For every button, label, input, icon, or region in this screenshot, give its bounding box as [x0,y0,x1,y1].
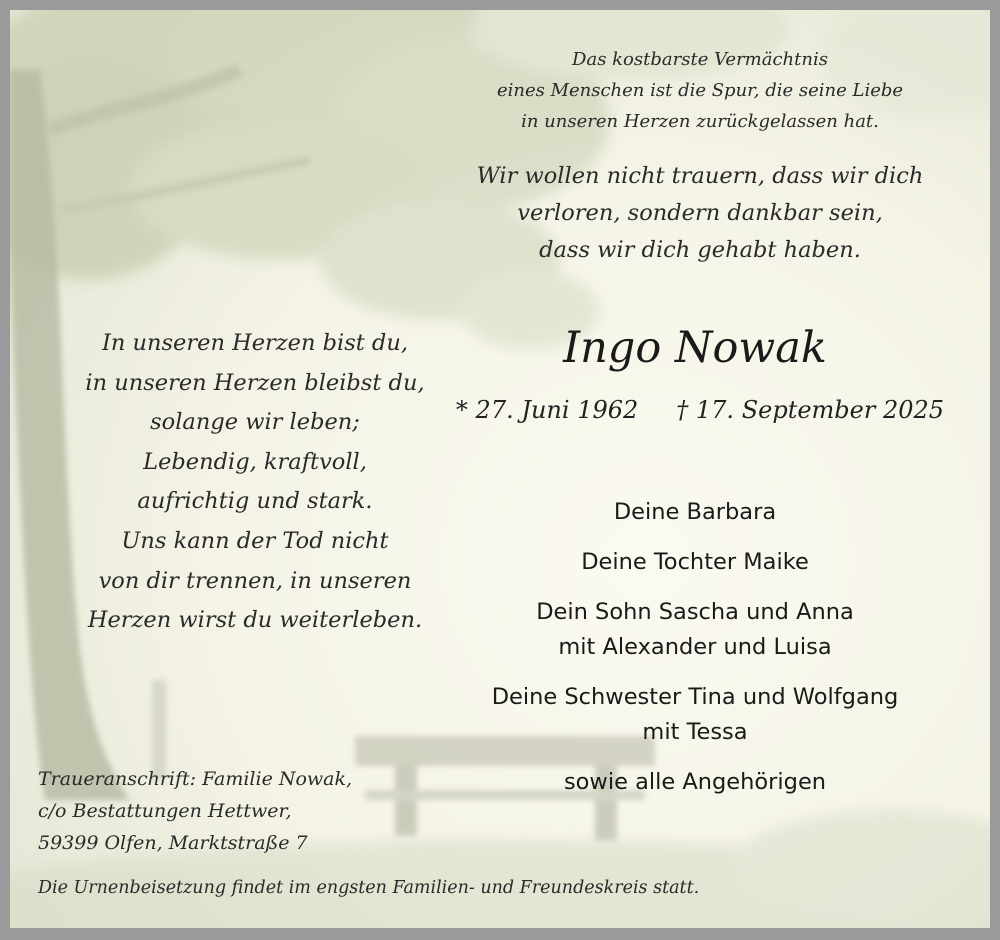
poem-line: aufrichtig und stark. [137,488,373,515]
life-dates [450,392,950,428]
death-date: † 17. September 2025 [676,396,945,424]
obituary-card [10,10,990,928]
poem [70,324,440,641]
mourner-group [440,495,950,530]
mourner-line: Deine Barbara [613,499,777,525]
address-line: c/o Bestattungen Hettwer, [38,800,292,822]
mourner-group [440,765,950,800]
birth-date: * 27. Juni 1962 [455,396,639,424]
mourner-line: mit Tessa [642,719,748,745]
mourner-line: mit Alexander und Luisa [558,634,832,660]
mourner-line: Deine Tochter Maike [581,549,809,575]
poem-line: von dir trennen, in unseren [98,567,412,594]
poem-line: In unseren Herzen bist du, [102,330,408,356]
mourner-line: Dein Sohn Sascha und Anna [536,599,854,625]
poem-line: in unseren Herzen bleibst du, [85,369,425,396]
quote-line: eines Menschen ist die Spur, die seine Liebe [496,80,904,101]
address-line: 59399 Olfen, Marktstraße 7 [38,832,308,854]
second-quote [430,158,970,269]
mourner-group [440,680,950,750]
quote-line: Wir wollen nicht trauern, dass wir dich [476,163,924,189]
quote-line: dass wir dich gehabt haben. [539,237,861,263]
mourner-group [440,545,950,580]
poem-line: Lebendig, kraftvoll, [143,448,367,475]
mourner-line: Deine Schwester Tina und Wolfgang [491,684,899,710]
quote-line: Das kostbarste Vermächtnis [572,49,828,70]
poem-line: Uns kann der Tod nicht [121,527,389,554]
poem-line: Herzen wirst du weiterleben. [87,607,423,634]
address-line: Traueranschrift: Familie Nowak, [38,768,353,790]
mourning-address [38,763,352,859]
mourner-group [440,595,950,665]
mourners-list [440,484,950,800]
quote-line: in unseren Herzen zurückgelassen hat. [521,111,879,132]
mourner-line: sowie alle Angehörigen [563,769,827,795]
quote-line: verloren, sondern dankbar sein, [517,200,883,226]
deceased-name: Ingo Nowak [563,323,827,373]
poem-line: solange wir leben; [150,409,360,436]
burial-note: Die Urnenbeisetzung findet im engsten Familien- und Freundeskreis statt. [38,878,700,898]
opening-quote [450,44,950,137]
